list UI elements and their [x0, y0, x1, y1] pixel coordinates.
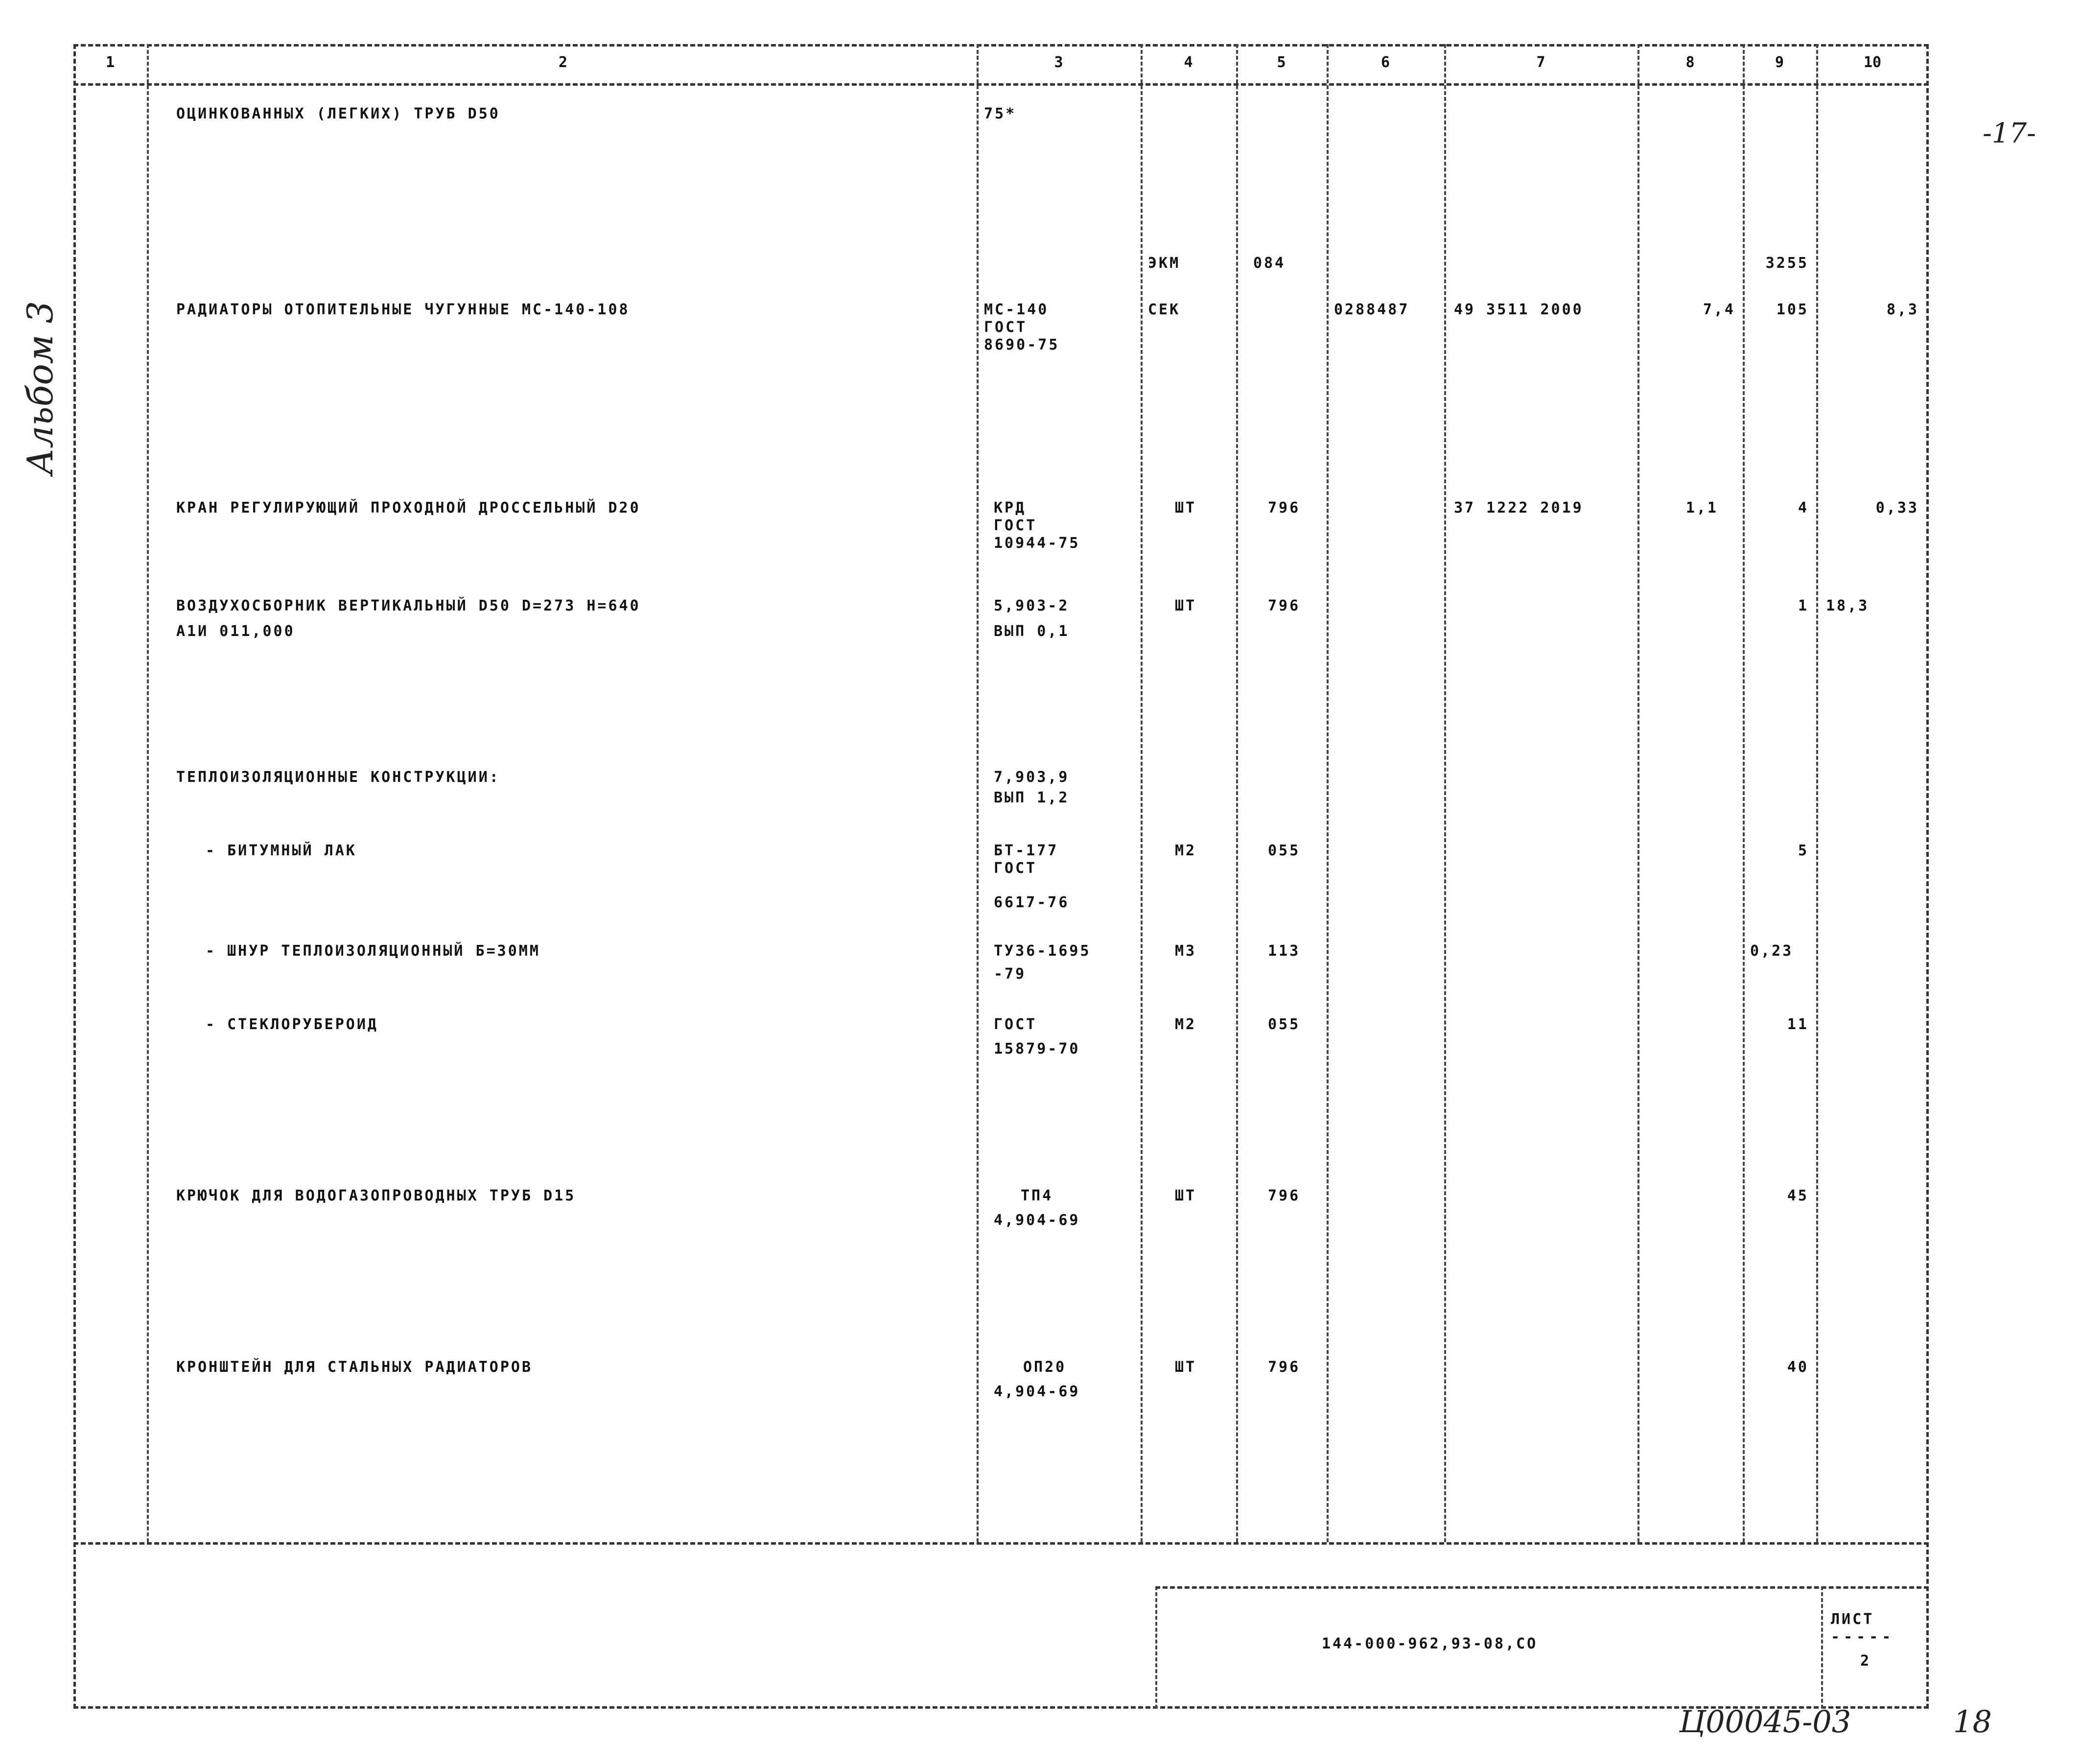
item-unit-code: 084	[1253, 255, 1286, 272]
album-label: Альбом 3	[20, 301, 61, 475]
item-name: РАДИАТОРЫ ОТОПИТЕЛЬНЫЕ ЧУГУННЫЕ МС-140-108	[176, 301, 630, 318]
item-quantity: 4	[1798, 499, 1809, 517]
item-designation: БТ-177	[994, 842, 1059, 859]
table-bottom-divider	[73, 1542, 1929, 1545]
sheet-divider-dash: -----	[1831, 1628, 1895, 1646]
item-designation: 4,904-69	[994, 1383, 1080, 1400]
item-name: - СТЕКЛОРУБЕРОИД	[206, 1016, 378, 1033]
item-designation: 7,903,9	[994, 769, 1070, 786]
item-quantity: 45	[1787, 1187, 1809, 1204]
item-name: КРОНШТЕЙН ДЛЯ СТАЛЬНЫХ РАДИАТОРОВ	[176, 1359, 533, 1376]
sheet-divider	[1821, 1586, 1823, 1709]
item-unit-code: 055	[1268, 842, 1301, 859]
item-unit: СЕК	[1148, 301, 1181, 318]
sheet-number: 2	[1860, 1652, 1871, 1670]
page-number-bottom: 18	[1953, 1704, 1992, 1740]
item-name: ВОЗДУХОСБОРНИК ВЕРТИКАЛЬНЫЙ D50 D=273 H=640	[176, 597, 641, 614]
item-unit-code: 113	[1268, 942, 1301, 960]
item-designation: ГОСТ	[984, 319, 1028, 336]
item-okp: 37 1222 2019	[1454, 499, 1584, 517]
header-col-4: 4	[1184, 54, 1193, 71]
item-designation: 8690-75	[984, 336, 1060, 353]
item-name: ТЕПЛОИЗОЛЯЦИОННЫЕ КОНСТРУКЦИИ:	[176, 769, 500, 786]
item-name: КРЮЧОК ДЛЯ ВОДОГАЗОПРОВОДНЫХ ТРУБ D15	[176, 1187, 576, 1204]
item-unit-code: 796	[1268, 1187, 1301, 1204]
col-divider	[1141, 44, 1143, 1542]
col-divider	[1236, 44, 1238, 1542]
col-divider	[147, 44, 149, 1542]
col-divider	[1743, 44, 1745, 1542]
item-designation: 75*	[984, 105, 1017, 122]
item-quantity: 11	[1787, 1016, 1809, 1033]
item-unit: М3	[1175, 942, 1197, 960]
header-col-1: 1	[105, 54, 115, 71]
item-unit-code: 796	[1268, 499, 1301, 517]
item-quantity: 3255	[1765, 255, 1809, 272]
header-col-9: 9	[1775, 54, 1784, 71]
item-unit: ШТ	[1175, 499, 1197, 517]
item-quantity: 0,23	[1750, 942, 1794, 960]
item-designation: ГОСТ	[994, 517, 1037, 534]
header-col-6: 6	[1380, 54, 1390, 71]
item-designation: ТП4	[1021, 1187, 1053, 1204]
item-designation: 10944-75	[994, 535, 1080, 552]
item-mass: 0,33	[1875, 499, 1919, 517]
header-col-2: 2	[558, 54, 568, 71]
item-unit: М2	[1175, 1016, 1197, 1033]
header-col-3: 3	[1054, 54, 1063, 71]
header-divider	[73, 83, 1929, 86]
item-designation: КРД	[994, 499, 1027, 517]
item-name: ОЦИНКОВАННЫХ (ЛЕГКИХ) ТРУБ D50	[176, 105, 500, 122]
item-unit-code: 055	[1268, 1016, 1301, 1033]
item-unit: ШТ	[1175, 597, 1197, 614]
item-designation: ВЫП 0,1	[994, 623, 1070, 640]
col-divider	[977, 44, 979, 1542]
item-quantity: 40	[1787, 1359, 1809, 1376]
item-mass: 8,3	[1886, 301, 1919, 318]
item-designation: ГОСТ	[994, 1016, 1037, 1033]
item-value: 1,1	[1685, 499, 1718, 517]
item-designation: ВЫП 1,2	[994, 789, 1070, 806]
header-col-5: 5	[1277, 54, 1286, 71]
item-mass: 18,3	[1826, 597, 1870, 614]
item-designation: МС-140	[984, 301, 1049, 318]
item-designation: 6617-76	[994, 894, 1070, 911]
item-quantity: 5	[1798, 842, 1809, 859]
page-number-handwritten: -17-	[1983, 118, 2036, 149]
item-name: А1И 011,000	[176, 623, 295, 640]
item-designation: 15879-70	[994, 1040, 1080, 1058]
item-name: - ШНУР ТЕПЛОИЗОЛЯЦИОННЫЙ Б=30ММ	[206, 942, 540, 960]
item-designation: 4,904-69	[994, 1212, 1080, 1229]
col-divider	[1444, 44, 1446, 1542]
sheet-label: ЛИСТ	[1831, 1611, 1874, 1628]
title-block	[1155, 1586, 1929, 1709]
item-unit: ШТ	[1175, 1359, 1197, 1376]
header-col-10: 10	[1863, 54, 1882, 71]
item-designation: ТУ36-1695	[994, 942, 1091, 960]
item-unit: ЭКМ	[1148, 255, 1181, 272]
header-col-8: 8	[1685, 54, 1695, 71]
archive-number: Ц00045-03	[1679, 1704, 1851, 1740]
item-okp: 49 3511 2000	[1454, 301, 1584, 318]
item-designation: ГОСТ	[994, 860, 1037, 877]
col-divider	[1637, 44, 1639, 1542]
col-divider	[1327, 44, 1329, 1542]
item-quantity: 105	[1776, 301, 1809, 318]
header-col-7: 7	[1536, 54, 1545, 71]
item-designation: ОП20	[1023, 1359, 1067, 1376]
item-unit: ШТ	[1175, 1187, 1197, 1204]
item-designation: -79	[994, 965, 1027, 983]
item-designation: 5,903-2	[994, 597, 1070, 614]
document-code: 144-000-962,93-08,СО	[1322, 1635, 1538, 1652]
item-quantity: 1	[1798, 597, 1809, 614]
item-name: КРАН РЕГУЛИРУЮЩИЙ ПРОХОДНОЙ ДРОССЕЛЬНЫЙ D20	[176, 499, 641, 517]
item-value: 7,4	[1703, 301, 1735, 318]
item-unit-code: 796	[1268, 1359, 1301, 1376]
item-code: 0288487	[1334, 301, 1410, 318]
item-unit-code: 796	[1268, 597, 1301, 614]
item-unit: М2	[1175, 842, 1197, 859]
col-divider	[1816, 44, 1818, 1542]
item-name: - БИТУМНЫЙ ЛАК	[206, 842, 357, 859]
